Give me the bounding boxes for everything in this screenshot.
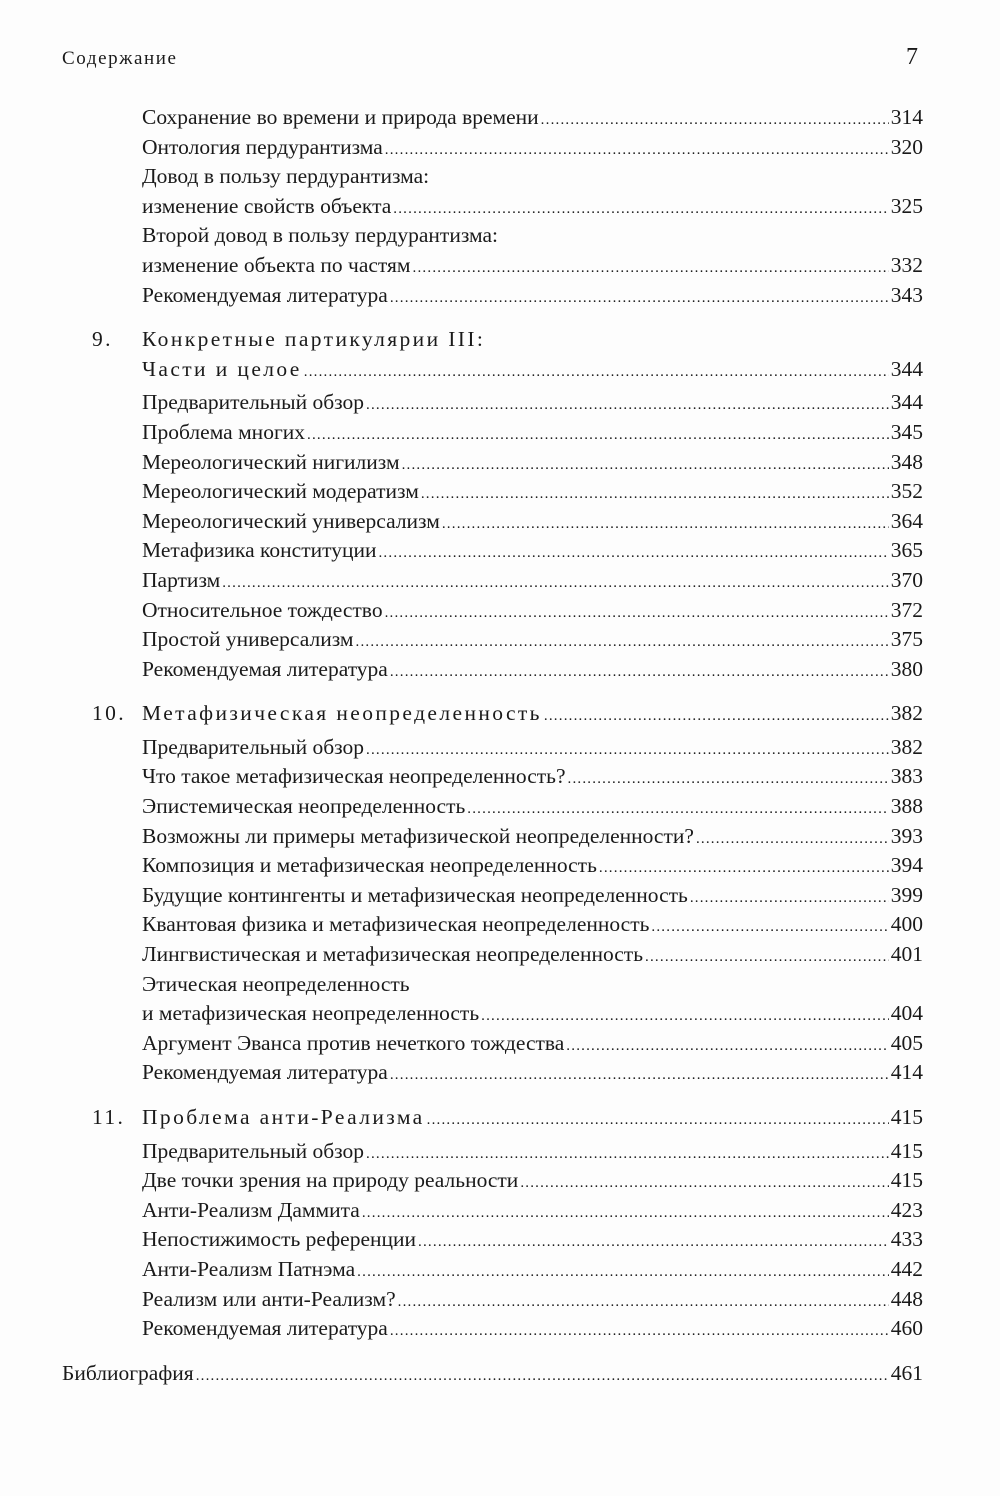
entry-page-number: 460 bbox=[890, 1316, 923, 1341]
dot-leader bbox=[385, 599, 889, 629]
entry-title: Непостижимость референции bbox=[142, 1227, 417, 1252]
toc-chapter-entry bbox=[92, 1103, 923, 1133]
dot-leader bbox=[481, 1002, 889, 1032]
toc-entry bbox=[92, 970, 923, 1000]
entry-page-number: 372 bbox=[890, 597, 923, 622]
entry-page-number: 383 bbox=[890, 764, 923, 789]
dot-leader bbox=[378, 539, 888, 569]
toc-entry bbox=[92, 388, 923, 418]
dot-leader bbox=[696, 825, 889, 855]
dot-leader bbox=[393, 195, 888, 225]
dot-leader bbox=[304, 358, 889, 388]
entry-page-number: 352 bbox=[890, 479, 923, 504]
entry-title: Мереологический универсализм bbox=[142, 508, 440, 533]
entry-title: Этическая неопределенность bbox=[142, 971, 410, 996]
entry-page-number: 415 bbox=[890, 1138, 923, 1163]
entry-title: Онтология пердурантизма bbox=[142, 134, 383, 159]
toc-entry bbox=[92, 192, 923, 222]
entry-title: Проблема анти-Реализма bbox=[142, 1105, 425, 1129]
toc-entry bbox=[92, 1058, 923, 1088]
toc-entry bbox=[92, 418, 923, 448]
dot-leader bbox=[467, 795, 888, 825]
entry-title: Анти-Реализм Даммита bbox=[142, 1197, 360, 1222]
dot-leader bbox=[651, 913, 888, 943]
entry-title: Что такое метафизическая неопределенность? bbox=[142, 764, 566, 789]
toc-entry bbox=[92, 1314, 923, 1344]
entry-title: Квантовая физика и метафизическая неопределенность bbox=[142, 912, 650, 937]
toc-entry bbox=[92, 507, 923, 537]
toc-entry bbox=[92, 251, 923, 281]
entry-title: Мереологический нигилизм bbox=[142, 449, 400, 474]
entry-title: изменение объекта по частям bbox=[142, 252, 411, 277]
entry-title: Возможны ли примеры метафизической неопределенности? bbox=[142, 823, 694, 848]
toc-entry bbox=[92, 1255, 923, 1285]
toc-entry bbox=[92, 103, 923, 133]
toc-entry bbox=[92, 477, 923, 507]
dot-leader bbox=[599, 854, 889, 884]
entry-page-number: 343 bbox=[890, 282, 923, 307]
toc-entry bbox=[92, 221, 923, 251]
toc-entry bbox=[92, 596, 923, 626]
entry-title: Рекомендуемая литература bbox=[142, 1060, 388, 1085]
chapter-number: 11. bbox=[92, 1105, 126, 1129]
toc-entry bbox=[92, 733, 923, 763]
dot-leader bbox=[645, 943, 889, 973]
dot-leader bbox=[421, 480, 889, 510]
entry-title: Композиция и метафизическая неопределенность bbox=[142, 853, 597, 878]
entry-title: Проблема многих bbox=[142, 419, 306, 444]
dot-leader bbox=[366, 736, 889, 766]
entry-title: Лингвистическая и метафизическая неопределенность bbox=[142, 942, 644, 967]
toc-entry bbox=[92, 281, 923, 311]
toc-entry bbox=[92, 762, 923, 792]
entry-page-number: 461 bbox=[890, 1360, 923, 1385]
entry-title: Довод в пользу пердурантизма: bbox=[142, 164, 430, 189]
toc-entry bbox=[92, 881, 923, 911]
toc-entry bbox=[92, 940, 923, 970]
toc-entry bbox=[92, 910, 923, 940]
entry-page-number: 320 bbox=[890, 134, 923, 159]
toc-entry bbox=[92, 625, 923, 655]
chapter-number: 10. bbox=[92, 701, 127, 726]
toc-entry bbox=[92, 1029, 923, 1059]
dot-leader bbox=[568, 765, 889, 795]
entry-page-number: 442 bbox=[890, 1256, 923, 1281]
entry-page-number: 375 bbox=[890, 627, 923, 652]
toc-entry bbox=[92, 536, 923, 566]
dot-leader bbox=[413, 254, 889, 284]
entry-title: Предварительный обзор bbox=[142, 1138, 365, 1163]
entry-page-number: 344 bbox=[890, 390, 923, 415]
entry-page-number: 423 bbox=[890, 1197, 923, 1222]
entry-title: Относительное тождество bbox=[142, 597, 383, 622]
entry-title: и метафизическая неопределенность bbox=[142, 1001, 480, 1026]
entry-page-number: 364 bbox=[890, 508, 923, 533]
entry-page-number: 404 bbox=[890, 1001, 923, 1026]
entry-page-number: 344 bbox=[890, 356, 923, 381]
toc-entry bbox=[92, 448, 923, 478]
entry-title: Аргумент Эванса против нечеткого тождества bbox=[142, 1030, 565, 1055]
entry-page-number: 345 bbox=[890, 419, 923, 444]
dot-leader bbox=[222, 569, 889, 599]
entry-page-number: 382 bbox=[890, 734, 923, 759]
dot-leader bbox=[366, 391, 889, 421]
dot-leader bbox=[520, 1169, 888, 1199]
entry-page-number: 414 bbox=[890, 1060, 923, 1085]
dot-leader bbox=[544, 702, 889, 732]
toc-entry bbox=[92, 851, 923, 881]
toc-entry bbox=[92, 1196, 923, 1226]
entry-title: Конкретные партикулярии III: bbox=[142, 327, 486, 352]
entry-page-number: 394 bbox=[890, 853, 923, 878]
entry-title: Две точки зрения на природу реальности bbox=[142, 1168, 519, 1193]
entry-title: Предварительный обзор bbox=[142, 390, 365, 415]
entry-title: Эпистемическая неопределенность bbox=[142, 794, 466, 819]
toc-entry bbox=[92, 1166, 923, 1196]
entry-page-number: 348 bbox=[890, 449, 923, 474]
page-number: 7 bbox=[906, 44, 918, 70]
entry-page-number: 325 bbox=[890, 193, 923, 218]
entry-title: Рекомендуемая литература bbox=[142, 656, 388, 681]
dot-leader bbox=[566, 1032, 888, 1062]
toc-entry bbox=[92, 792, 923, 822]
entry-title: Партизм bbox=[142, 567, 221, 592]
entry-title: Метафизическая неопределенность bbox=[142, 701, 542, 726]
entry-title: Рекомендуемая литература bbox=[142, 1316, 388, 1341]
dot-leader bbox=[402, 451, 889, 481]
entry-page-number: 370 bbox=[890, 567, 923, 592]
entry-title: изменение свойств объекта bbox=[142, 193, 392, 218]
toc-entry bbox=[62, 1359, 923, 1389]
dot-leader bbox=[427, 1106, 889, 1136]
toc-entry bbox=[92, 1225, 923, 1255]
entry-page-number: 382 bbox=[890, 701, 923, 726]
entry-title: Части и целое bbox=[142, 356, 302, 381]
dot-leader bbox=[390, 658, 889, 688]
entry-title: Мереологический модератизм bbox=[142, 479, 419, 504]
toc-entry bbox=[92, 1285, 923, 1315]
entry-page-number: 332 bbox=[890, 252, 923, 277]
dot-leader bbox=[390, 1317, 889, 1347]
running-header: Содержание bbox=[62, 48, 178, 69]
dot-leader bbox=[541, 106, 889, 136]
entry-title: Предварительный обзор bbox=[142, 734, 365, 759]
entry-page-number: 388 bbox=[890, 794, 923, 819]
toc-entry bbox=[92, 566, 923, 596]
entry-page-number: 415 bbox=[890, 1168, 923, 1193]
entry-title: Рекомендуемая литература bbox=[142, 282, 388, 307]
entry-page-number: 380 bbox=[890, 656, 923, 681]
dot-leader bbox=[390, 1061, 889, 1091]
entry-title: Второй довод в пользу пердурантизма: bbox=[142, 223, 498, 248]
toc-entry bbox=[92, 1137, 923, 1167]
dot-leader bbox=[390, 284, 889, 314]
entry-page-number: 393 bbox=[890, 823, 923, 848]
dot-leader bbox=[362, 1199, 889, 1229]
entry-page-number: 415 bbox=[890, 1105, 923, 1129]
entry-title: Библиография bbox=[62, 1360, 194, 1385]
dot-leader bbox=[690, 884, 889, 914]
entry-title: Простой универсализм bbox=[142, 627, 354, 652]
toc-entry bbox=[92, 655, 923, 685]
entry-page-number: 401 bbox=[890, 942, 923, 967]
dot-leader bbox=[196, 1362, 889, 1392]
toc-entry bbox=[92, 999, 923, 1029]
toc-chapter-entry bbox=[92, 325, 923, 355]
entry-page-number: 433 bbox=[890, 1227, 923, 1252]
entry-title: Анти-Реализм Патнэма bbox=[142, 1256, 356, 1281]
toc-chapter-entry bbox=[92, 355, 923, 385]
entry-page-number: 399 bbox=[890, 882, 923, 907]
entry-page-number: 400 bbox=[890, 912, 923, 937]
toc-chapter-entry bbox=[92, 699, 923, 729]
entry-page-number: 448 bbox=[890, 1286, 923, 1311]
entry-title: Метафизика конституции bbox=[142, 538, 377, 563]
toc-entry bbox=[92, 162, 923, 192]
entry-page-number: 365 bbox=[890, 538, 923, 563]
dot-leader bbox=[307, 421, 889, 451]
toc-entry bbox=[92, 133, 923, 163]
chapter-number: 9. bbox=[92, 327, 113, 352]
entry-title: Сохранение во времени и природа времени bbox=[142, 105, 539, 129]
dot-leader bbox=[398, 1288, 889, 1318]
entry-title: Будущие контингенты и метафизическая неопределенность bbox=[142, 882, 688, 907]
dot-leader bbox=[356, 628, 889, 658]
dot-leader bbox=[366, 1140, 889, 1170]
entry-title: Реализм или анти-Реализм? bbox=[142, 1286, 396, 1311]
table-of-contents bbox=[62, 103, 923, 1388]
dot-leader bbox=[442, 510, 889, 540]
dot-leader bbox=[385, 136, 889, 166]
dot-leader bbox=[418, 1228, 889, 1258]
entry-page-number: 314 bbox=[890, 105, 923, 129]
entry-page-number: 405 bbox=[890, 1030, 923, 1055]
dot-leader bbox=[357, 1258, 889, 1288]
toc-entry bbox=[92, 822, 923, 852]
